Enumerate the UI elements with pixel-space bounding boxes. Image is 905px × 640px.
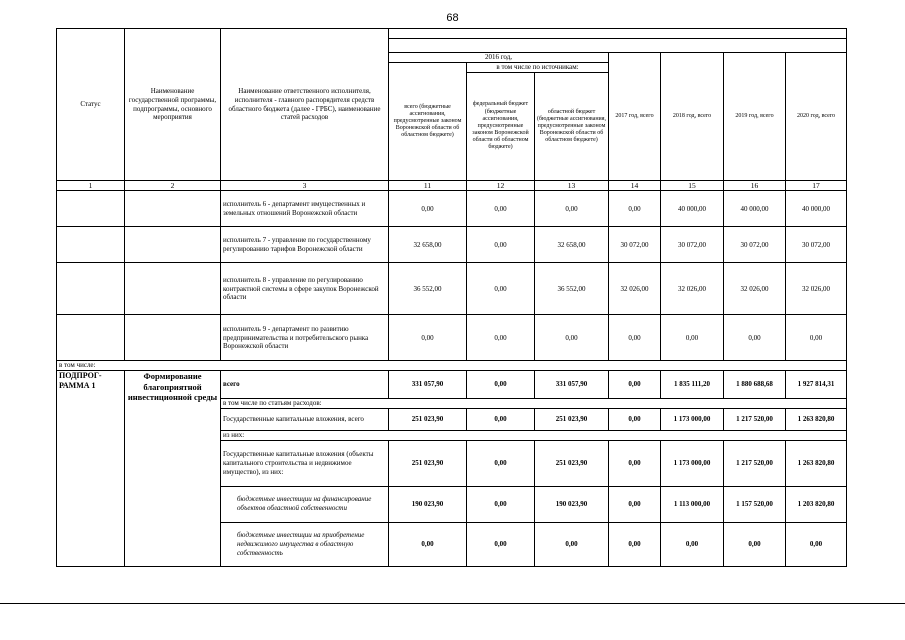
executor-name: исполнитель 8 - управление по регулированию контрактной системы в сфере закупок Воронежской области: [221, 263, 389, 315]
header-blank-1: [389, 29, 847, 39]
cell-value: 1 217 520,00: [724, 440, 786, 486]
executor-name: исполнитель 7 - управление по государственному регулированию тарифов Воронежской области: [221, 227, 389, 263]
cell-value: 30 072,00: [661, 227, 724, 263]
header-incl-sources: в том числе по источникам:: [467, 63, 609, 73]
table-row: [57, 361, 847, 371]
capital-objects-label: Государственные капитальные вложения (объекты капитального строительства и недвижимое имущество), из них:: [221, 440, 389, 486]
executor-name: исполнитель 6 - департамент имущественных и земельных отношений Воронежской области: [221, 191, 389, 227]
colnum: 17: [786, 181, 847, 191]
cell-value: 1 263 820,80: [786, 440, 847, 486]
cell-value: 32 026,00: [609, 263, 661, 315]
cell-value: 251 023,90: [535, 408, 609, 430]
header-blank-2: [389, 39, 847, 53]
cell-value: 0,00: [467, 522, 535, 566]
column-number-row: [57, 181, 847, 191]
header-2020: 2020 год, всего: [786, 53, 847, 181]
cell-value: 30 072,00: [786, 227, 847, 263]
cell-value: 1 203 820,80: [786, 486, 847, 522]
cell-value: 40 000,00: [786, 191, 847, 227]
header-executor: Наименование ответственного исполнителя, исполнителя - главного распорядителя средств областного бюджета (далее - ГРБС), наименование статей расходов: [221, 29, 389, 181]
cell-value: 251 023,90: [389, 440, 467, 486]
cell-value: 0,00: [467, 486, 535, 522]
cell-value: 1 263 820,80: [786, 408, 847, 430]
table-row: [57, 371, 847, 399]
cell-value: 0,00: [467, 263, 535, 315]
table-row: [57, 263, 847, 315]
table-row: [57, 315, 847, 361]
colnum: 16: [724, 181, 786, 191]
budget-inv-acquisition-label: бюджетные инвестиции на приобретение недвижимого имущества в областную собственность: [221, 522, 389, 566]
cell-value: 0,00: [467, 227, 535, 263]
table-row: [57, 227, 847, 263]
cell-value: 1 157 520,00: [724, 486, 786, 522]
cell-value: 0,00: [724, 522, 786, 566]
cell-value: 0,00: [467, 191, 535, 227]
budget-inv-financing-label: бюджетные инвестиции на финансирование объектов областной собственности: [221, 486, 389, 522]
subprogram-name: Формирование благоприятной инвестиционной среды: [125, 371, 221, 567]
subprogram-status: ПОДПРОГ-РАММА 1: [57, 371, 125, 567]
page-number: 68: [446, 12, 459, 24]
cell-value: 331 057,90: [535, 371, 609, 399]
cell-value: 0,00: [467, 315, 535, 361]
cell-value: 0,00: [467, 440, 535, 486]
header-federal: федеральный бюджет (бюджетные ассигнования, предусмотренные законом Воронежской области об областном бюджете): [467, 73, 535, 181]
cell-value: 0,00: [724, 315, 786, 361]
cell-value: 0,00: [467, 408, 535, 430]
cell-value: 30 072,00: [724, 227, 786, 263]
cell-value: 0,00: [389, 522, 467, 566]
cell-value: 0,00: [535, 315, 609, 361]
cell-value: 251 023,90: [389, 408, 467, 430]
budget-table: [56, 28, 847, 567]
cell-value: 331 057,90: [389, 371, 467, 399]
table-row: [57, 191, 847, 227]
cell-value: 0,00: [609, 371, 661, 399]
cell-value: 40 000,00: [661, 191, 724, 227]
cell-value: 190 023,90: [535, 486, 609, 522]
cell-value: 190 023,90: [389, 486, 467, 522]
including-label: в том числе:: [57, 361, 847, 371]
by-articles-label: в том числе по статьям расходов:: [221, 399, 847, 409]
colnum: 1: [57, 181, 125, 191]
colnum: 15: [661, 181, 724, 191]
cell-value: 32 026,00: [724, 263, 786, 315]
colnum: 2: [125, 181, 221, 191]
colnum: 14: [609, 181, 661, 191]
cell-value: 0,00: [661, 315, 724, 361]
cell-value: 36 552,00: [389, 263, 467, 315]
page-bottom-rule: [0, 603, 905, 604]
cell-value: 0,00: [609, 440, 661, 486]
cell-value: 251 023,90: [535, 440, 609, 486]
cell-value: 0,00: [467, 371, 535, 399]
colnum: 12: [467, 181, 535, 191]
header-program-name: Наименование государственной программы, подпрограммы, основного мероприятия: [125, 29, 221, 181]
executor-name: исполнитель 9 - департамент по развитию предпринимательства и потребительского рынка Воронежской области: [221, 315, 389, 361]
header-regional: областной бюджет (бюджетные ассигнования, предусмотренные законом Воронежской области об областном бюджете): [535, 73, 609, 181]
header-2018: 2018 год, всего: [661, 53, 724, 181]
cell-value: 0,00: [786, 315, 847, 361]
header-status: Статус: [57, 29, 125, 181]
cell-value: 36 552,00: [535, 263, 609, 315]
cell-value: 0,00: [609, 522, 661, 566]
cell-value: 0,00: [389, 315, 467, 361]
cell-value: 0,00: [609, 191, 661, 227]
cell-value: 0,00: [786, 522, 847, 566]
cell-value: 1 173 000,00: [661, 408, 724, 430]
cell-value: 0,00: [609, 315, 661, 361]
cell-value: 30 072,00: [609, 227, 661, 263]
cell-value: 32 658,00: [389, 227, 467, 263]
of-them-label: из них:: [221, 430, 847, 440]
cell-value: 1 113 000,00: [661, 486, 724, 522]
colnum: 3: [221, 181, 389, 191]
cell-value: 0,00: [609, 408, 661, 430]
cell-value: 1 880 688,68: [724, 371, 786, 399]
cell-value: 1 217 520,00: [724, 408, 786, 430]
colnum: 11: [389, 181, 467, 191]
cell-value: 0,00: [535, 522, 609, 566]
capital-label: Государственные капитальные вложения, всего: [221, 408, 389, 430]
colnum: 13: [535, 181, 609, 191]
header-year-2016: 2016 год,: [389, 53, 609, 63]
cell-value: 32 026,00: [786, 263, 847, 315]
header-2017: 2017 год, всего: [609, 53, 661, 181]
header-2019: 2019 год, всего: [724, 53, 786, 181]
cell-value: 32 026,00: [661, 263, 724, 315]
cell-value: 0,00: [609, 486, 661, 522]
cell-value: 0,00: [661, 522, 724, 566]
header-total-2016: всего (бюджетные ассигнования, предусмотренные законом Воронежской области об областном бюджете): [389, 63, 467, 181]
cell-value: 1 835 111,20: [661, 371, 724, 399]
total-label: всего: [221, 371, 389, 399]
cell-value: 0,00: [389, 191, 467, 227]
cell-value: 1 927 814,31: [786, 371, 847, 399]
cell-value: 1 173 000,00: [661, 440, 724, 486]
cell-value: 32 658,00: [535, 227, 609, 263]
cell-value: 0,00: [535, 191, 609, 227]
cell-value: 40 000,00: [724, 191, 786, 227]
